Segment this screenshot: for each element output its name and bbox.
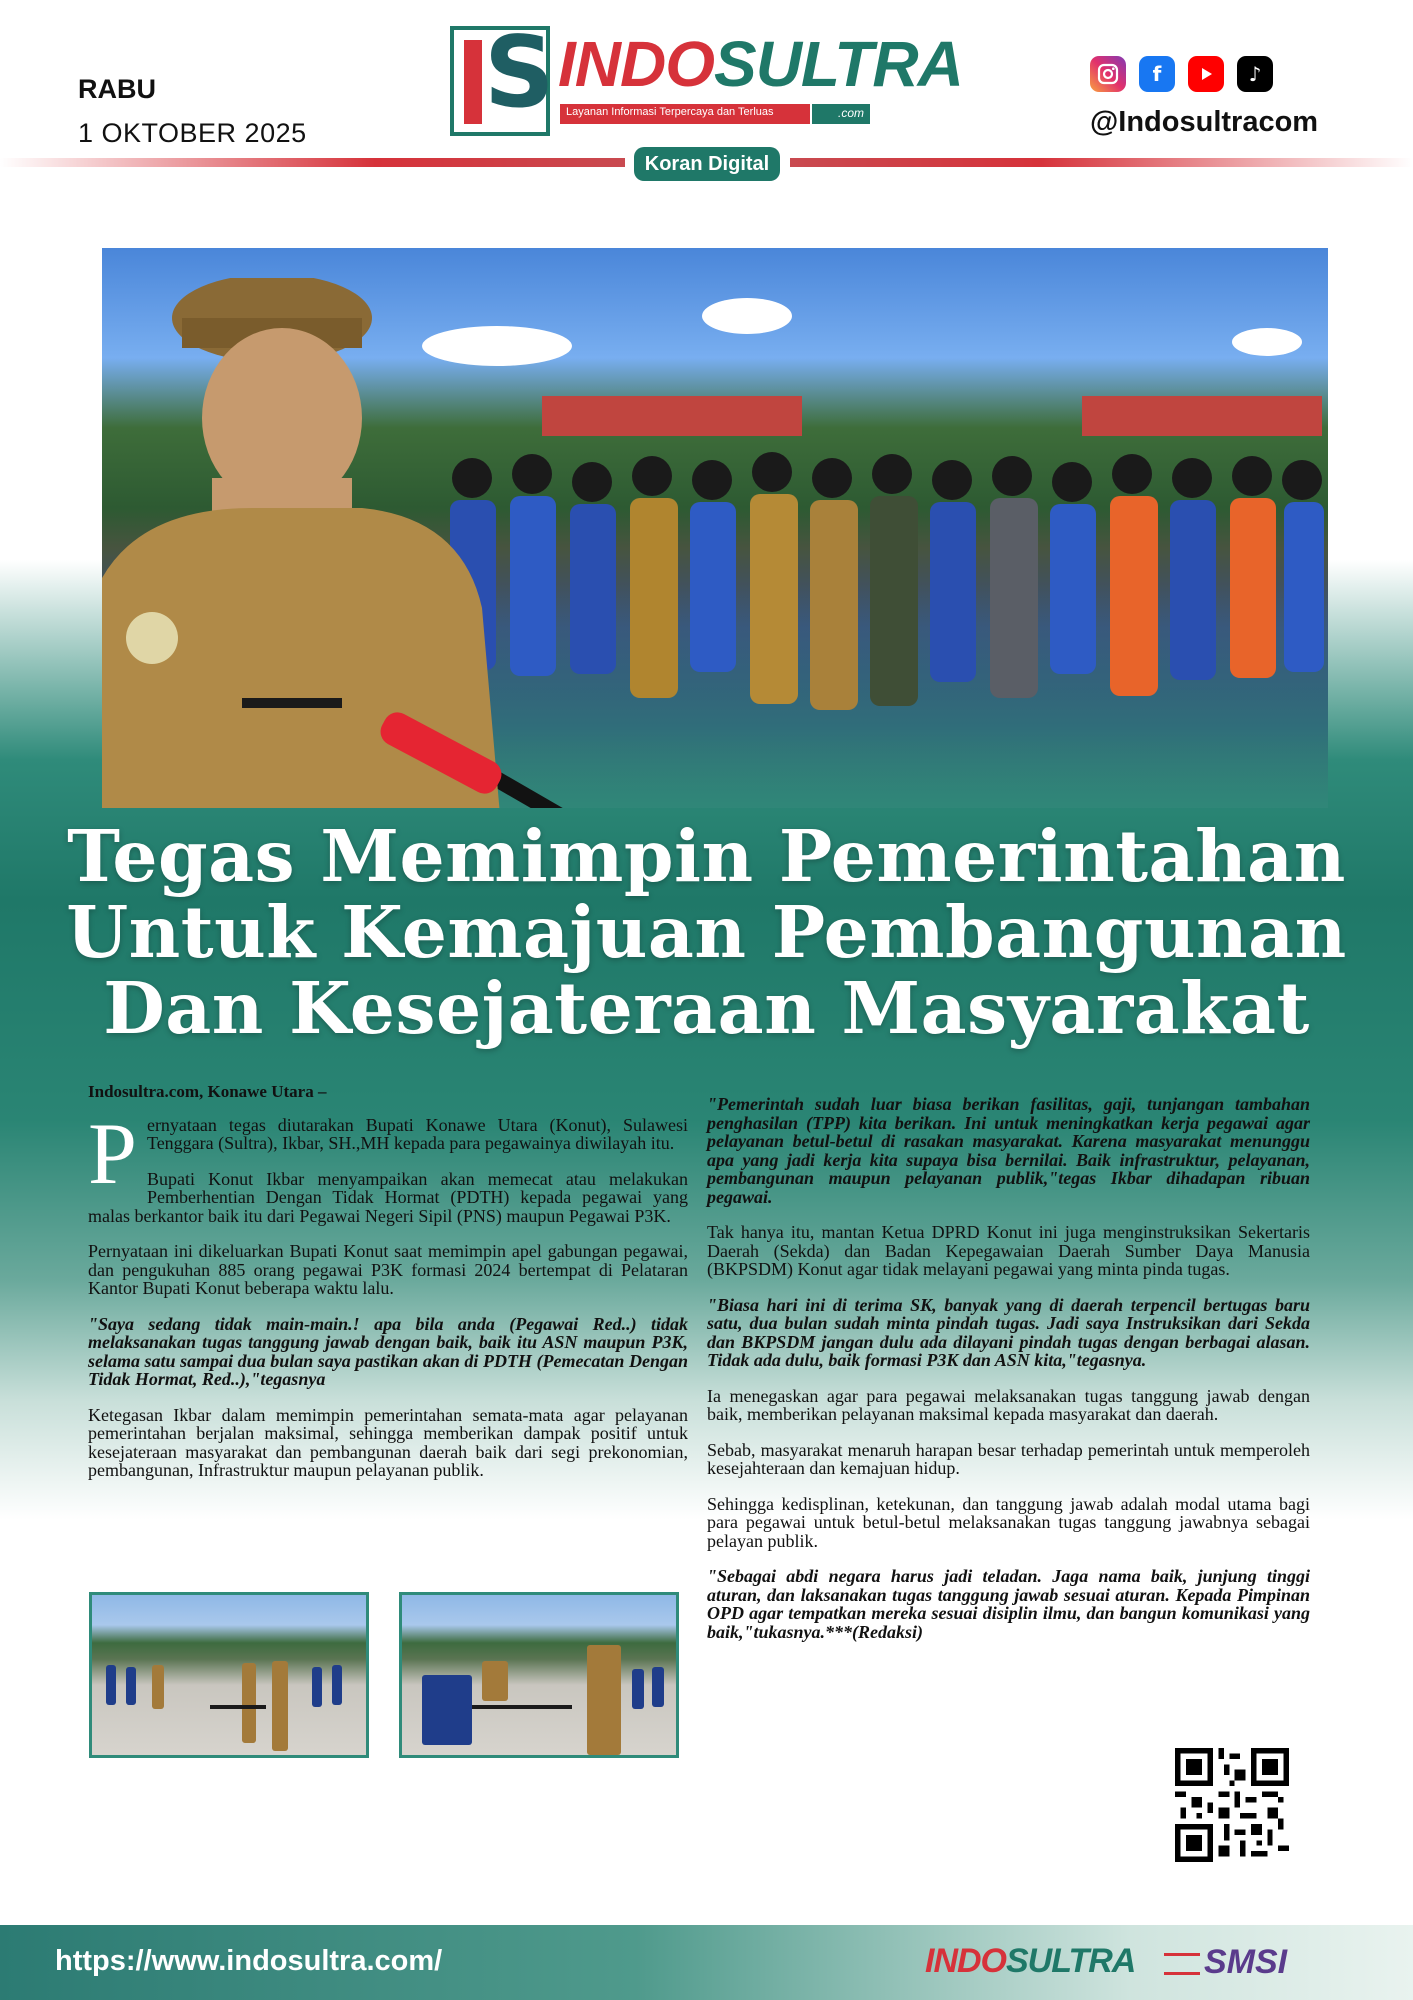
tiktok-icon[interactable]: ♪ bbox=[1237, 56, 1273, 92]
logo-mark-icon: S bbox=[450, 26, 550, 136]
youtube-icon[interactable] bbox=[1188, 56, 1224, 92]
article-paragraph: "Pemerintah sudah luar biasa berikan fasilitas, gaji, tunjangan tambahan penghasilan (TPP) kita berikan. Ini untuk meningkatkan kerja pegawai agar pelayanan betul-betul di rasakan masyarakat. Karena masyarakat menunggu apa yang jadi kerja kita supaya bisa bernilai. Baik infrastruktur, pelayanan, pembangunan maupun pelayanan publik,"tegas Ikbar dihadapan ribuan pegawai. bbox=[707, 1094, 1310, 1207]
footer-indosultra-logo[interactable]: INDOSULTRA bbox=[925, 1942, 1136, 1980]
article-paragraph: Pernyataan ini dikeluarkan Bupati Konut saat memimpin apel gabungan pegawai, dan pengukuhan 885 orang pegawai P3K formasi 2024 bertempat di Pelataran Kantor Bupati Konut beberapa waktu lalu. bbox=[88, 1241, 688, 1298]
edition-badge: Koran Digital bbox=[634, 147, 780, 181]
logo-tld: .com bbox=[812, 104, 870, 124]
footer-bar bbox=[0, 1925, 1413, 2000]
edition-date: 1 OKTOBER 2025 bbox=[78, 118, 307, 148]
indosultra-logo[interactable] bbox=[450, 16, 963, 138]
drop-cap: P bbox=[88, 1105, 137, 1203]
article-paragraph: Bupati Konut Ikbar menyampaikan akan memecat atau melakukan Pemberhentian Dengan Tidak Hormat (PDTH) kepada pegawai yang malas berkantor baik itu dari Pegawai Negeri Sipil (PNS) maupun Pegawai P3K. bbox=[88, 1168, 688, 1226]
article-paragraph: Sehingga kedisplinan, ketekunan, dan tanggung jawab adalah modal utama bagi para pegawai untuk betul-betul melaksanakan tugas tanggung jawabnya sebagai pelayan publik. bbox=[707, 1493, 1310, 1551]
dateline: Indosultra.com, Konawe Utara – bbox=[88, 1082, 327, 1101]
social-handle[interactable]: @Indosultracom bbox=[1090, 106, 1319, 138]
headline: Tegas Memimpin Pemerintahan Untuk Kemajuan Pembangunan Dan Kesejateraan Masyarakat bbox=[66, 814, 1347, 1050]
article-paragraph: Tak hanya itu, mantan Ketua DPRD Konut ini juga menginstruksikan Sekertaris Daerah (Sekda) dan Badan Kepegawaian Daerah Sumber Daya Manusia (BKPSDM) Konut agar tidak melayani pegawai yang minta pinda tugas. bbox=[707, 1222, 1310, 1279]
logo-wordmark: INDOSULTRA bbox=[558, 28, 963, 100]
logo-tagline: Layanan Informasi Terpercaya dan Terluas bbox=[560, 104, 810, 124]
ceremony-photo-2 bbox=[399, 1592, 679, 1758]
article-paragraph: Ia menegaskan agar para pegawai melaksanakan tugas tanggung jawab dengan baik, memberikan pelayanan maksimal kepada masyarakat dan daerah. bbox=[707, 1385, 1310, 1424]
article-paragraph: Pernyataan tegas diutarakan Bupati Konawe Utara (Konut), Sulawesi Tenggara (Sultra), Ikbar, SH.,MH kepada para pegawainya diwilayah itu. bbox=[88, 1105, 688, 1203]
article-paragraph: "Biasa hari ini di terima SK, banyak yang di daerah terpencil bertugas baru satu, dua bulan sudah minta pindah tugas. Jadi saya Instruksikan dari Sekda dan BKPSDM jangan dulu ada dilayani pindah tugas dengan berbagai alasan. Tidak ada dulu, baik formasi P3K dan ASN kita,"tegasnya. bbox=[707, 1294, 1310, 1370]
crowd-illustration bbox=[442, 428, 1328, 808]
instagram-icon[interactable] bbox=[1090, 56, 1126, 92]
header-rule-right bbox=[790, 158, 1413, 167]
article-paragraph: "Sebagai abdi negara harus jadi teladan. Jaga nama baik, junjung tinggi aturan, dan laksanakan tugas tanggung jawab sesuai aturan. Kepada Pimpinan OPD agar tempatkan mereka sesuai disiplin ilmu, dan bangun komunikasi yang baik,"tukasnya.***(Redaksi) bbox=[707, 1566, 1310, 1642]
qr-code-icon[interactable] bbox=[1175, 1748, 1289, 1862]
smsi-mark-icon bbox=[1164, 1953, 1200, 1975]
ceremony-photo-1 bbox=[89, 1592, 369, 1758]
article-paragraph: Ketegasan Ikbar dalam memimpin pemerintahan semata-mata agar pelayanan pemerintahan berjalan maksimal, sehingga memberikan dampak positif untuk kesejateraan masyarakat dan pembangunan daerah baik dari segi prekonomian, pembangunan, Infrastruktur maupun pelayanan publik. bbox=[88, 1404, 688, 1480]
edition-day: RABU bbox=[78, 74, 156, 104]
article-column-right bbox=[707, 1095, 1310, 1658]
social-icons bbox=[1090, 56, 1273, 92]
website-link[interactable]: https://www.indosultra.com/ bbox=[55, 1945, 443, 1977]
hero-photo bbox=[102, 248, 1328, 808]
header-rule-left bbox=[0, 158, 625, 167]
facebook-icon[interactable]: f bbox=[1139, 56, 1175, 92]
smsi-logo[interactable]: SMSI bbox=[1164, 1943, 1287, 1982]
speaker-illustration bbox=[102, 278, 522, 808]
article-paragraph: "Saya sedang tidak main-main.! apa bila anda (Pegawai Red..) tidak melaksanakan tugas tanggung jawab dengan baik, baik itu ASN maupun P3K, selama satu sampai dua bulan saya pastikan akan di PDTH (Pemecatan Dengan Tidak Hormat, Red..),"tegasnya bbox=[88, 1313, 688, 1389]
article-column-left bbox=[88, 1083, 688, 1497]
article-paragraph: Sebab, masyarakat menaruh harapan besar terhadap pemerintah untuk memperoleh kesejahteraan dan kemajuan hidup. bbox=[707, 1439, 1310, 1478]
